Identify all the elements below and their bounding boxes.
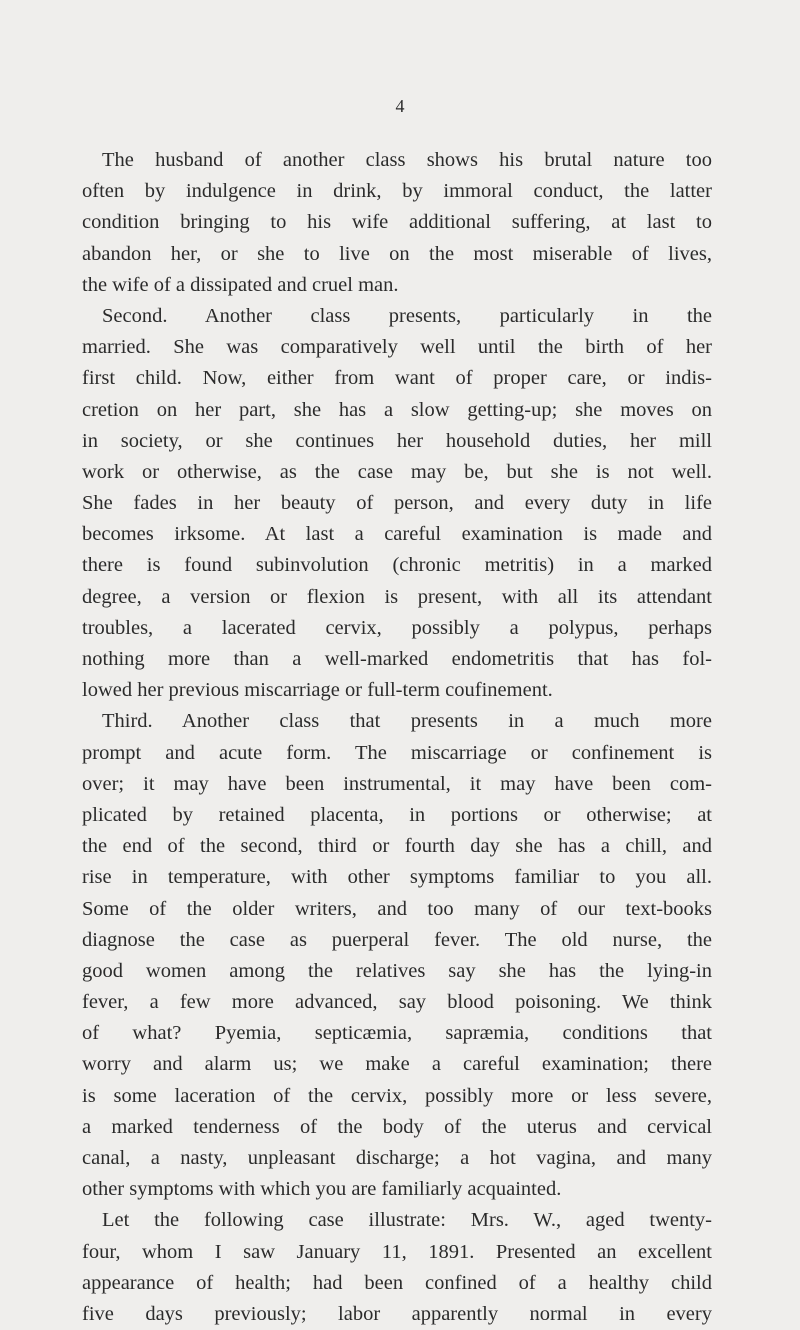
text-line: over; it may have been instrumental, it may have been com- <box>82 772 712 795</box>
text-line: the wife of a dissipated and cruel man. <box>82 273 399 296</box>
text-line: troubles, a lacerated cervix, possibly a polypus, perhaps <box>82 616 712 639</box>
text-line: cretion on her part, she has a slow getting-up; she moves on <box>82 398 712 421</box>
text-line: prompt and acute form. The miscarriage or confinement is <box>82 741 712 764</box>
text-line: is some laceration of the cervix, possibly more or less severe, <box>82 1084 712 1107</box>
text-line: first child. Now, either from want of proper care, or indis- <box>82 367 712 390</box>
text-line: married. She was comparatively well until the birth of her <box>82 336 712 359</box>
text-line: a marked tenderness of the body of the uterus and cervical <box>82 1115 712 1138</box>
text-line: there is found subinvolution (chronic metritis) in a marked <box>82 554 712 577</box>
text-line: canal, a nasty, unpleasant discharge; a hot vagina, and many <box>82 1147 712 1169</box>
text-line: worry and alarm us; we make a careful examination; there <box>82 1053 712 1076</box>
text-line: nothing more than a well-marked endometritis that has fol- <box>82 648 712 670</box>
text-line: work or otherwise, as the case may be, but she is not well. <box>82 460 712 483</box>
page-number: 4 <box>395 96 405 116</box>
text-line: lowed her previous miscarriage or full-term coufinement. <box>82 679 553 702</box>
text-line: Second. Another class presents, particularly in the <box>102 304 712 327</box>
text-line: of what? Pyemia, septicæmia, sapræmia, conditions that <box>82 1022 712 1045</box>
text-line: in society, or she continues her household duties, her mill <box>82 429 712 452</box>
text-line: rise in temperature, with other symptoms familiar to you all. <box>82 866 712 889</box>
text-line: She fades in her beauty of person, and every duty in life <box>82 492 712 515</box>
text-line: fever, a few more advanced, say blood poisoning. We think <box>82 991 712 1014</box>
text-line: plicated by retained placenta, in portions or otherwise; at <box>82 803 712 826</box>
text-line: becomes irksome. At last a careful examination is made and <box>82 523 712 546</box>
text-line: Some of the older writers, and too many of our text-books <box>82 897 712 920</box>
text-line: Let the following case illustrate: Mrs. W., aged twenty- <box>102 1209 712 1232</box>
text-line: five days previously; labor apparently normal in every <box>82 1302 712 1325</box>
text-line: other symptoms with which you are familiarly acquainted. <box>82 1178 562 1201</box>
text-line: good women among the relatives say she has the lying-in <box>82 959 712 982</box>
text-line: Third. Another class that presents in a much more <box>102 710 712 733</box>
text-line: the end of the second, third or fourth day she has a chill, and <box>82 835 712 858</box>
text-line: condition bringing to his wife additional suffering, at last to <box>82 211 712 234</box>
text-line: The husband of another class shows his brutal nature too <box>102 149 712 171</box>
body-text <box>82 145 712 1330</box>
text-line: diagnose the case as puerperal fever. The old nurse, the <box>82 928 712 951</box>
text-line: often by indulgence in drink, by immoral conduct, the latter <box>82 180 712 203</box>
text-line: appearance of health; had been confined of a healthy child <box>82 1271 712 1294</box>
text-line: abandon her, or she to live on the most miserable of lives, <box>82 242 712 265</box>
text-line: four, whom I saw January 11, 1891. Presented an excellent <box>82 1240 712 1263</box>
text-line: degree, a version or flexion is present, with all its attendant <box>82 585 712 608</box>
